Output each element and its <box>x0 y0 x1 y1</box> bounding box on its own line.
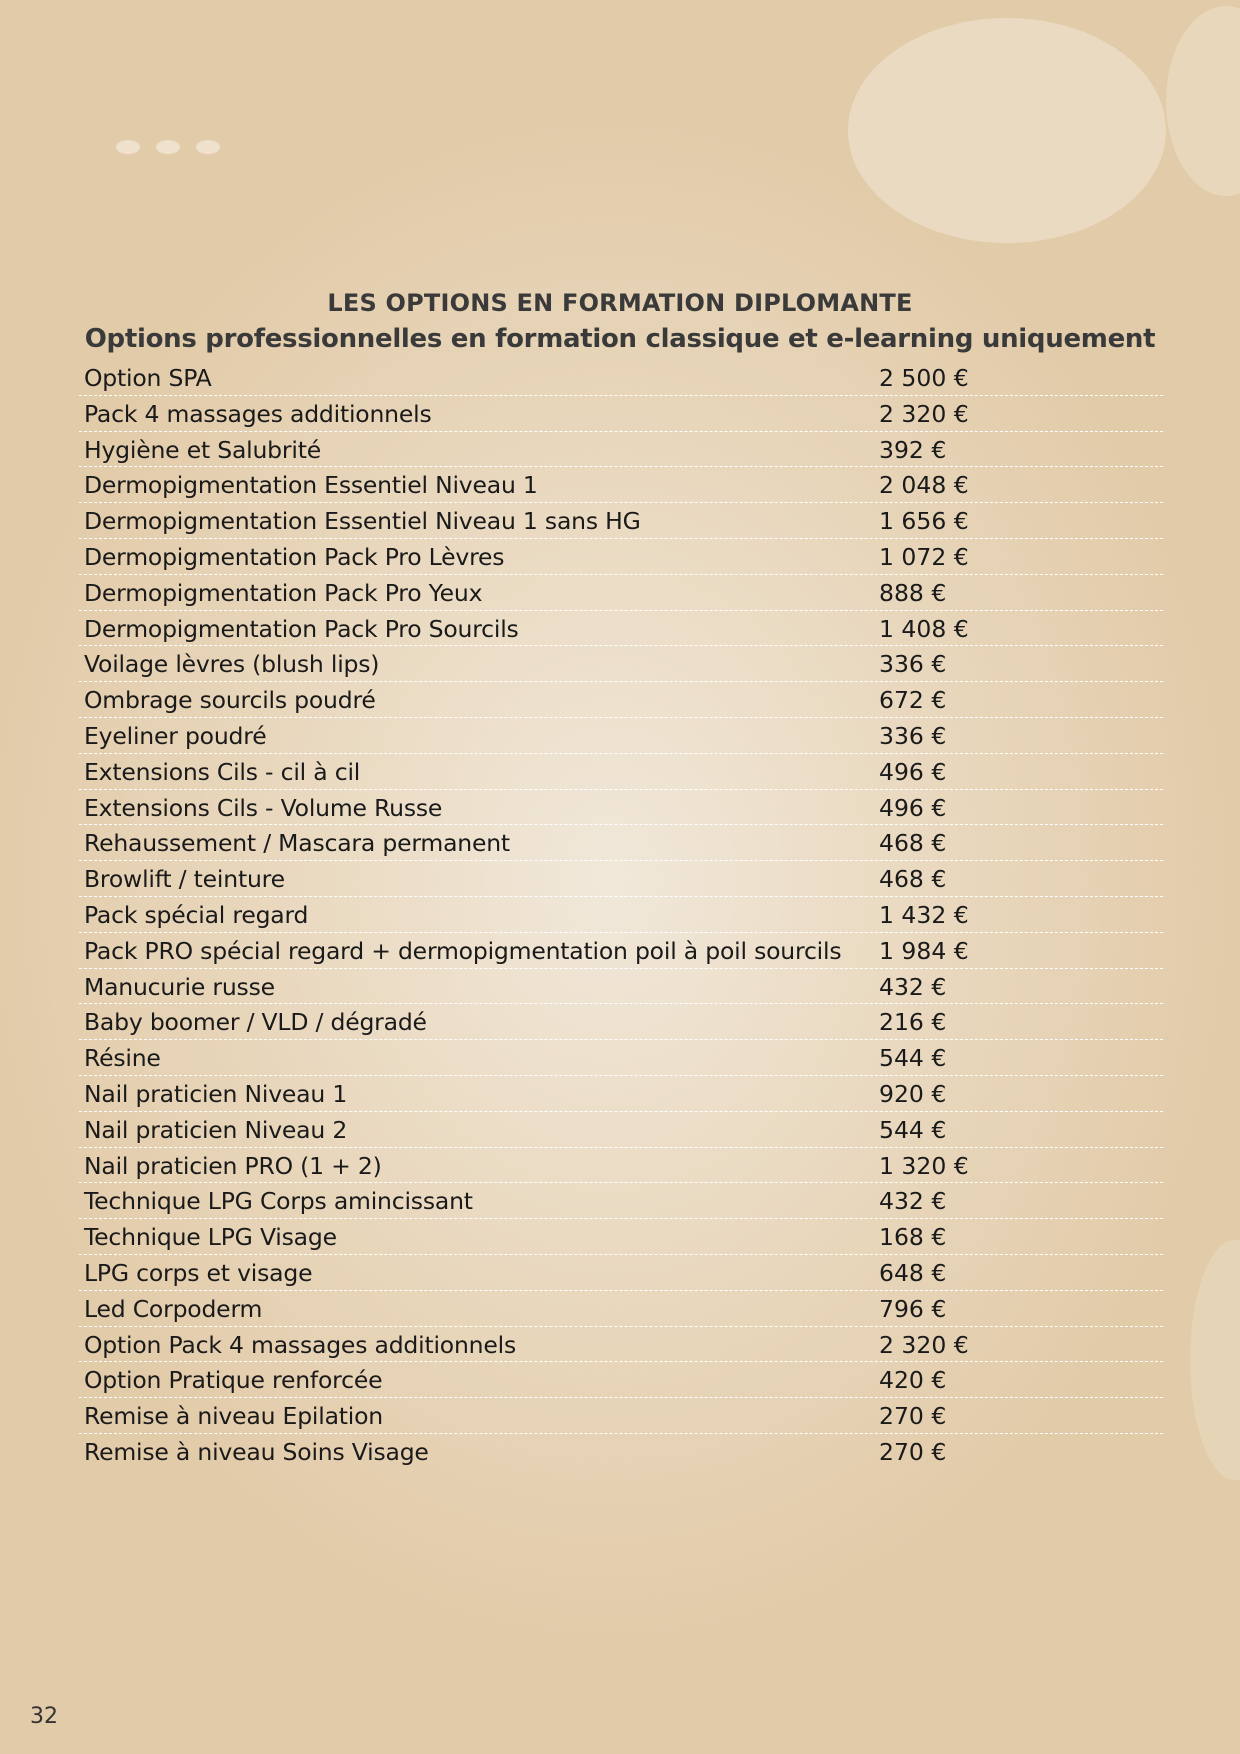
option-label: Ombrage sourcils poudré <box>84 686 376 715</box>
list-item <box>79 1112 1163 1148</box>
option-price: 432 € <box>879 972 947 1001</box>
list-item <box>79 1398 1163 1434</box>
option-label: Remise à niveau Epilation <box>84 1402 383 1431</box>
list-item <box>79 467 1163 503</box>
option-label: Résine <box>84 1044 161 1073</box>
option-label: Option SPA <box>84 364 212 392</box>
option-price: 888 € <box>879 578 947 607</box>
option-label: Nail praticien Niveau 1 <box>84 1079 348 1108</box>
option-label: Technique LPG Corps amincissant <box>84 1187 473 1216</box>
list-item <box>79 575 1163 611</box>
page-title: LES OPTIONS EN FORMATION DIPLOMANTE <box>327 289 913 317</box>
page-subtitle: Options professionnelles en formation classique et e-learning uniquement <box>84 324 1156 354</box>
option-label: Eyeliner poudré <box>84 721 267 750</box>
option-price: 1 432 € <box>879 900 969 929</box>
option-label: Hygiène et Salubrité <box>84 435 321 464</box>
option-price: 432 € <box>879 1187 947 1216</box>
option-price: 468 € <box>879 865 947 894</box>
option-price: 2 320 € <box>879 399 969 428</box>
list-item <box>79 1004 1163 1040</box>
list-item <box>79 611 1163 647</box>
list-item <box>79 969 1163 1005</box>
option-label: Dermopigmentation Essentiel Niveau 1 <box>84 471 538 500</box>
option-price: 1 984 € <box>879 936 969 965</box>
list-item <box>79 1040 1163 1076</box>
option-price: 2 048 € <box>879 471 969 500</box>
option-price: 920 € <box>879 1079 947 1108</box>
option-label: Pack PRO spécial regard + dermopigmentation poil à poil sourcils <box>84 936 842 965</box>
option-price: 672 € <box>879 686 947 715</box>
option-price: 2 500 € <box>879 364 969 392</box>
option-price: 468 € <box>879 829 947 858</box>
option-label: Remise à niveau Soins Visage <box>84 1437 429 1466</box>
option-label: Dermopigmentation Essentiel Niveau 1 sans HG <box>84 507 641 536</box>
option-price: 1 320 € <box>879 1151 969 1180</box>
background-decoration <box>1166 6 1240 196</box>
list-item <box>79 432 1163 468</box>
list-item <box>79 646 1163 682</box>
option-label: LPG corps et visage <box>84 1258 313 1287</box>
option-label: Dermopigmentation Pack Pro Sourcils <box>84 614 519 643</box>
list-item <box>79 1183 1163 1219</box>
option-label: Pack spécial regard <box>84 900 309 929</box>
option-price: 392 € <box>879 435 947 464</box>
list-item <box>79 539 1163 575</box>
list-item <box>79 1327 1163 1363</box>
option-price: 648 € <box>879 1258 947 1287</box>
option-price: 216 € <box>879 1008 947 1037</box>
option-label: Browlift / teinture <box>84 865 285 894</box>
list-item <box>79 682 1163 718</box>
background-decoration <box>1190 1240 1240 1480</box>
list-item <box>79 1219 1163 1255</box>
option-price: 168 € <box>879 1223 947 1252</box>
option-label: Option Pratique renforcée <box>84 1366 383 1395</box>
option-price: 796 € <box>879 1294 947 1323</box>
list-item <box>79 718 1163 754</box>
option-label: Nail praticien PRO (1 + 2) <box>84 1151 382 1180</box>
option-label: Manucurie russe <box>84 972 275 1001</box>
option-label: Pack 4 massages additionnels <box>84 399 432 428</box>
list-item <box>79 790 1163 826</box>
list-item <box>79 754 1163 790</box>
option-price: 1 656 € <box>879 507 969 536</box>
decorative-dots <box>116 140 226 154</box>
option-label: Baby boomer / VLD / dégradé <box>84 1008 427 1037</box>
option-label: Technique LPG Visage <box>84 1223 337 1252</box>
option-price: 496 € <box>879 793 947 822</box>
option-label: Extensions Cils - Volume Russe <box>84 793 443 822</box>
list-item <box>79 360 1163 396</box>
option-label: Nail praticien Niveau 2 <box>84 1115 348 1144</box>
list-item <box>79 503 1163 539</box>
option-label: Option Pack 4 massages additionnels <box>84 1330 517 1359</box>
option-label: Led Corpoderm <box>84 1294 263 1323</box>
list-item <box>79 933 1163 969</box>
background-decoration <box>848 18 1166 243</box>
list-item <box>79 1434 1163 1470</box>
option-price: 336 € <box>879 650 947 679</box>
list-item <box>79 1076 1163 1112</box>
option-price: 1 408 € <box>879 614 969 643</box>
option-price: 420 € <box>879 1366 947 1395</box>
list-item <box>79 1255 1163 1291</box>
list-item <box>79 396 1163 432</box>
list-item <box>79 861 1163 897</box>
option-label: Rehaussement / Mascara permanent <box>84 829 510 858</box>
option-label: Voilage lèvres (blush lips) <box>84 650 380 679</box>
list-item <box>79 825 1163 861</box>
option-price: 1 072 € <box>879 542 969 571</box>
list-item <box>79 1291 1163 1327</box>
option-price: 270 € <box>879 1402 947 1431</box>
option-label: Dermopigmentation Pack Pro Lèvres <box>84 542 505 571</box>
option-price: 544 € <box>879 1044 947 1073</box>
option-price: 336 € <box>879 721 947 750</box>
option-label: Dermopigmentation Pack Pro Yeux <box>84 578 483 607</box>
option-price: 496 € <box>879 757 947 786</box>
list-item <box>79 1362 1163 1398</box>
list-item <box>79 897 1163 933</box>
option-price: 544 € <box>879 1115 947 1144</box>
options-price-list <box>79 360 1163 1470</box>
page-number: 32 <box>30 1704 58 1729</box>
option-label: Extensions Cils - cil à cil <box>84 757 361 786</box>
option-price: 270 € <box>879 1437 947 1466</box>
list-item <box>79 1148 1163 1184</box>
option-price: 2 320 € <box>879 1330 969 1359</box>
